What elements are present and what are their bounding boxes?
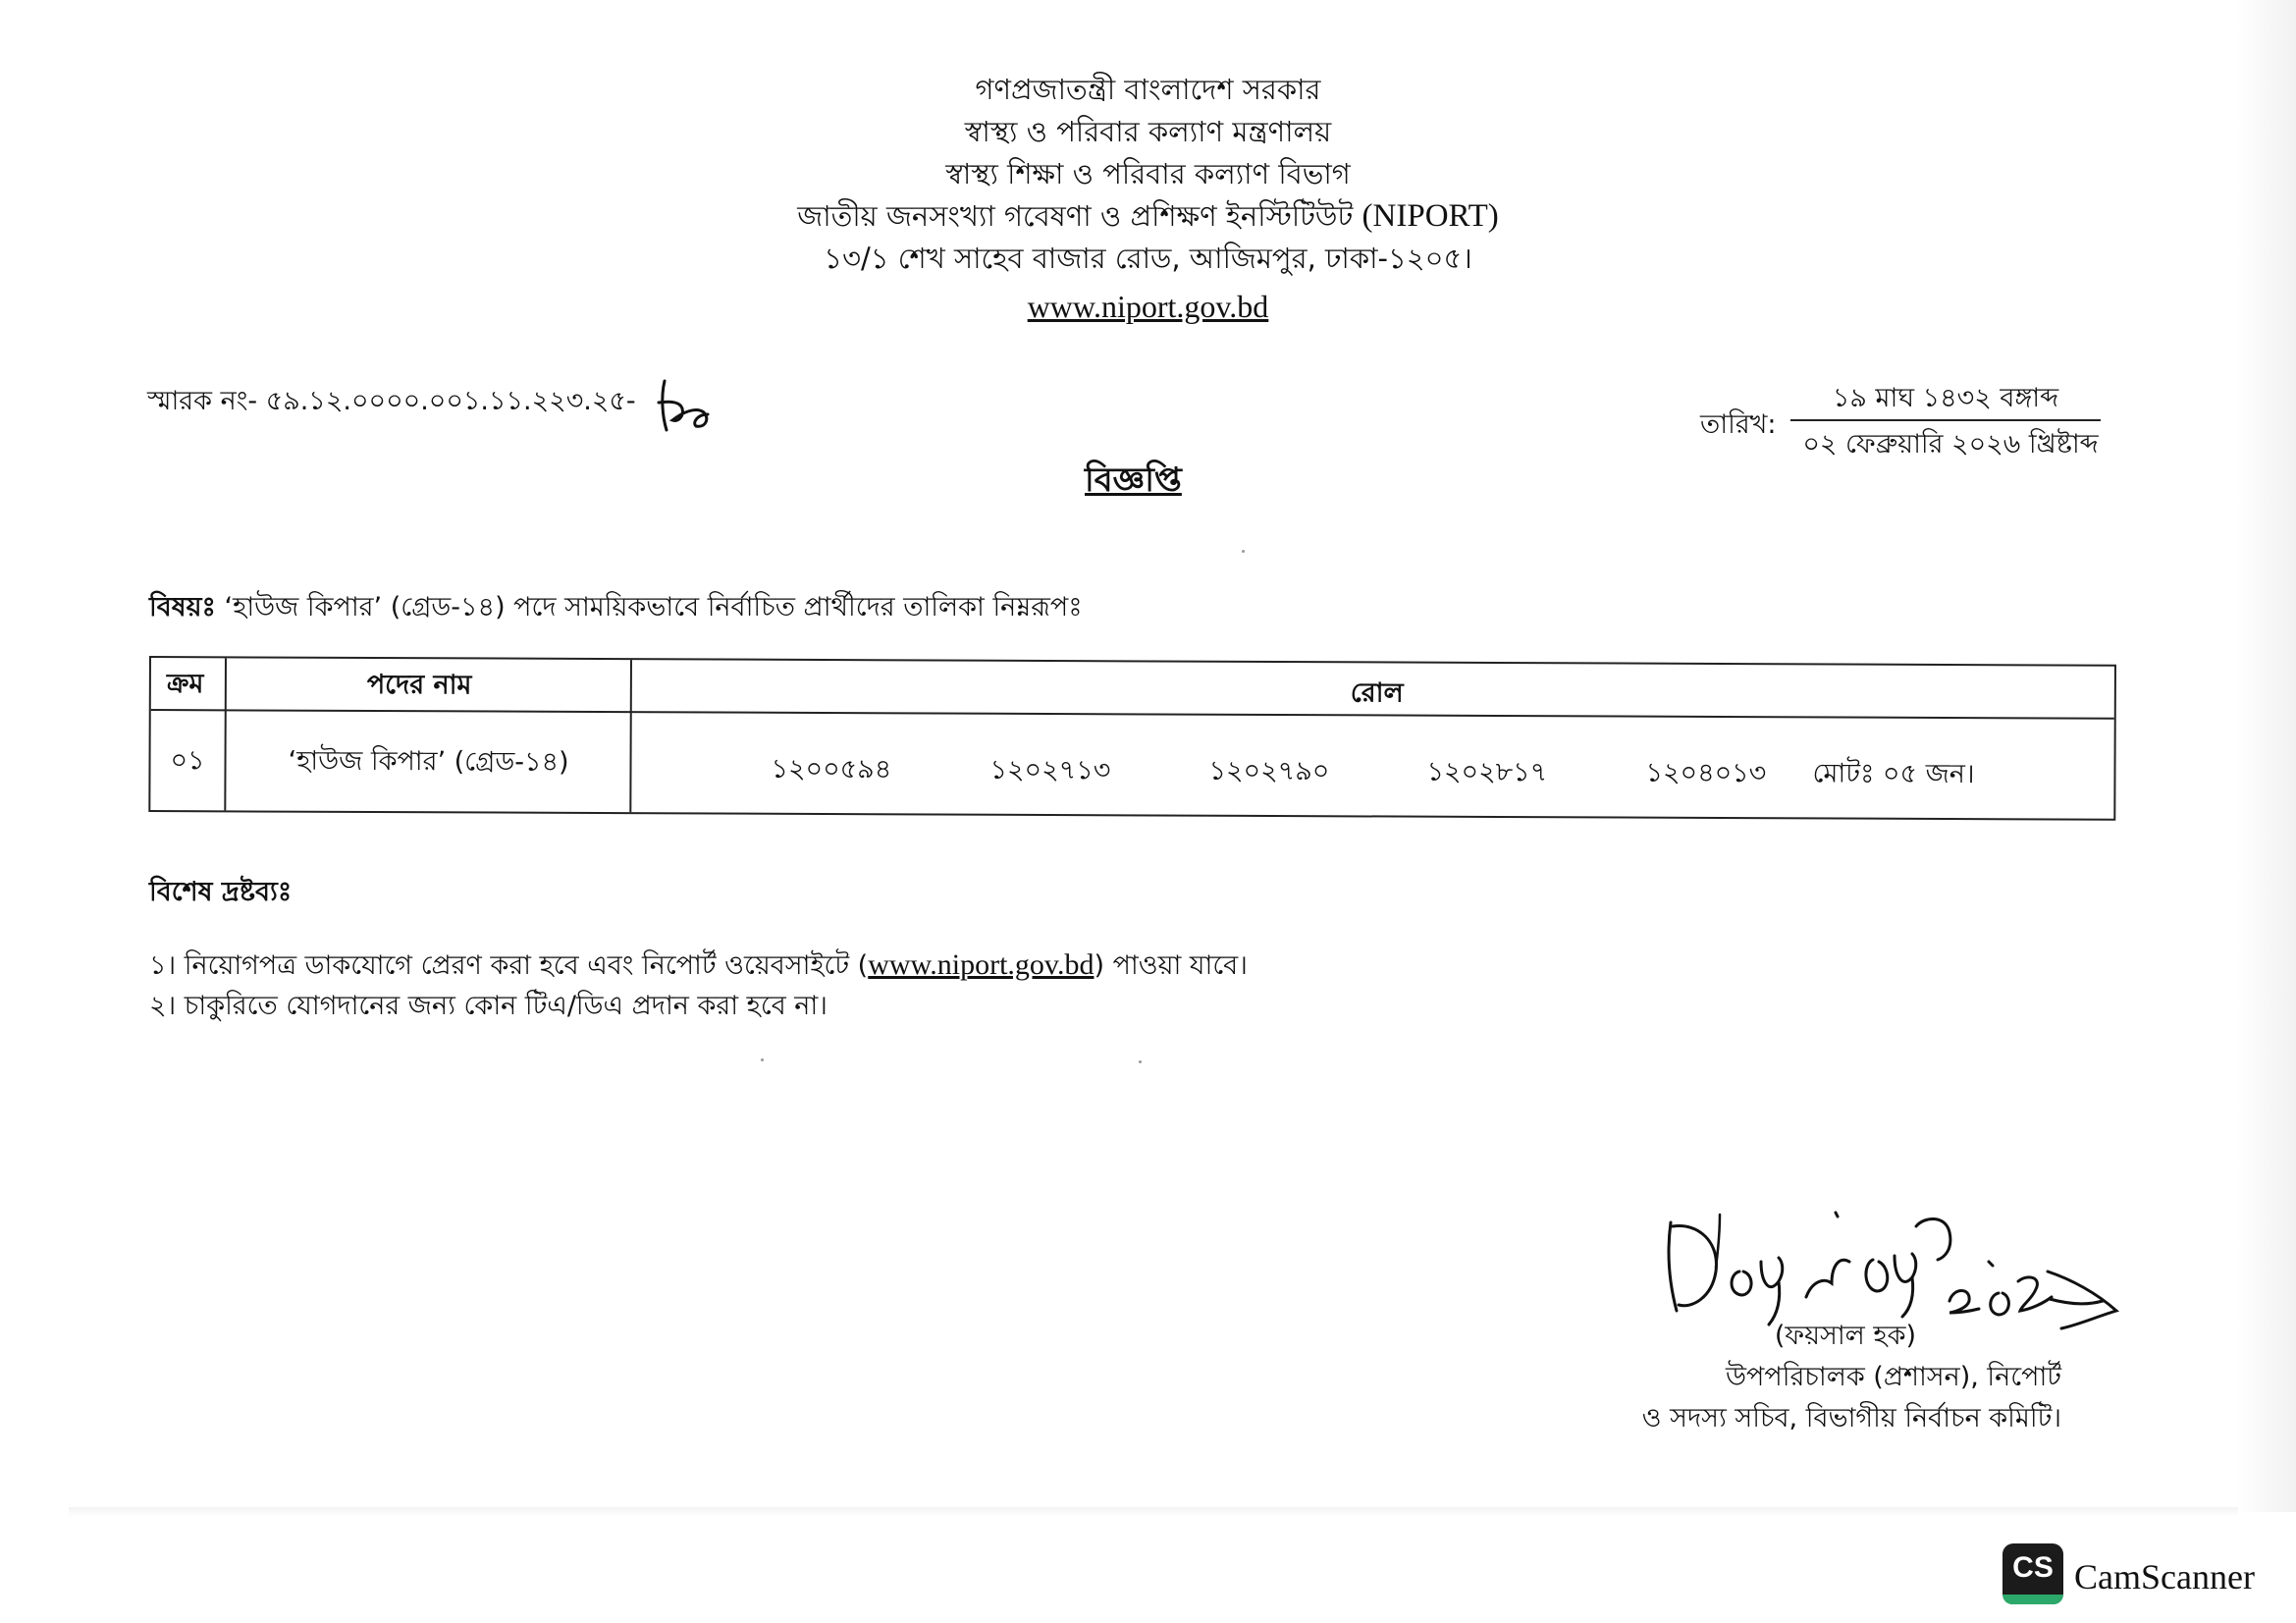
date-bangla: ১৯ মাঘ ১৪৩২ বঙ্গাব্দ xyxy=(1832,383,2059,413)
roll-number: ১২০০৫৯৪ xyxy=(771,753,892,785)
subject-label: বিষয়ঃ xyxy=(149,592,216,622)
scan-speck xyxy=(761,1058,764,1061)
header-roll: রোল xyxy=(1350,677,1404,709)
signer-designation: উপপরিচালক (প্রশাসন), নিপোর্ট xyxy=(1726,1362,2061,1392)
note-item xyxy=(149,945,1248,986)
table-row-divider xyxy=(151,709,2114,720)
subject-text: ‘হাউজ কিপার’ (গ্রেড-১৪) পদে সাময়িকভাবে নির্বাচিত প্রার্থীদের তালিকা নিম্নরূপঃ xyxy=(224,592,1083,622)
date-label: তারিখ: xyxy=(1700,409,1777,440)
roll-number: ১২০২৭৯০ xyxy=(1208,755,1330,787)
note-item-text: ) পাওয়া যাবে। xyxy=(1094,950,1248,981)
letterhead xyxy=(0,69,2296,331)
header-post-name: পদের নাম xyxy=(366,669,472,701)
row-serial: ০১ xyxy=(170,745,205,777)
note-website-link[interactable]: www.niport.gov.bd xyxy=(868,948,1095,981)
memo-initial-mark xyxy=(653,373,726,442)
division-name: স্বাস্থ্য শিক্ষা ও পরিবার কল্যাণ বিভাগ xyxy=(945,157,1351,190)
note-item-text: ১। নিয়োগপত্র ডাকযোগে প্রেরণ করা হবে এবং নিপোর্ট ওয়েবসাইটে ( xyxy=(149,950,869,981)
scan-bottom-shadow xyxy=(69,1507,2238,1517)
date-english: ০২ ফেব্রুয়ারি ২০২৬ খ্রিষ্টাব্দ xyxy=(1802,429,2099,460)
institute-name-bn: জাতীয় জনসংখ্যা গবেষণা ও প্রশিক্ষণ ইনস্টিটিউট xyxy=(797,199,1354,233)
institute-address: ১৩/১ শেখ সাহেব বাজার রোড, আজিমপুর, ঢাকা-১২০৫। xyxy=(824,242,1472,275)
notice-title: বিজ্ঞপ্তি xyxy=(1085,460,1182,500)
signer-name: (ফয়সাল হক) xyxy=(1774,1321,1916,1351)
signer-committee-role: ও সদস্য সচিব, বিভাগীয় নির্বাচন কমিটি। xyxy=(1641,1403,2061,1434)
roll-number: ১২০২৭১৩ xyxy=(989,754,1111,786)
signer-block xyxy=(1610,1316,2061,1439)
memo-number: স্মারক নং- ৫৯.১২.০০০০.০০১.১১.২২৩.২৫- xyxy=(147,386,636,416)
total-count: মোটঃ ০৫ জন। xyxy=(1812,758,1975,790)
table-column-divider xyxy=(224,658,227,810)
date-divider xyxy=(1790,419,2101,421)
camscanner-logo xyxy=(2002,1543,2063,1604)
camscanner-brand: CamScanner xyxy=(2074,1557,2255,1596)
scan-speck xyxy=(1139,1060,1142,1063)
roll-number: ১২০৪০১৩ xyxy=(1645,757,1767,789)
camscanner-logo-letters: CS xyxy=(2012,1551,2054,1584)
roll-number: ১২০২৮১৭ xyxy=(1426,756,1548,788)
note-item: ২। চাকুরিতে যোগদানের জন্য কোন টিএ/ডিএ প্রদান করা হবে না। xyxy=(149,991,828,1021)
header-serial: ক্রম xyxy=(166,669,204,700)
camscanner-logo-accent xyxy=(2002,1595,2063,1604)
table-column-divider xyxy=(629,660,632,812)
govt-name: গণপ্রজাতন্ত্রী বাংলাদেশ সরকার xyxy=(975,73,1321,106)
special-note-title: বিশেষ দ্রষ্টব্যঃ xyxy=(149,877,293,907)
institute-acronym: (NIPORT) xyxy=(1362,198,1499,234)
header-website-link[interactable]: www.niport.gov.bd xyxy=(1027,289,1269,324)
special-note-list xyxy=(149,945,1248,1026)
date-block xyxy=(1700,378,2112,466)
scan-speck xyxy=(1242,550,1245,553)
ministry-name: স্বাস্থ্য ও পরিবার কল্যাণ মন্ত্রণালয় xyxy=(964,115,1332,148)
selected-candidates-table xyxy=(148,656,2116,821)
subject-line xyxy=(149,587,1083,631)
institute-name xyxy=(0,195,2296,238)
row-post-name: ‘হাউজ কিপার’ (গ্রেড-১৪) xyxy=(288,745,569,778)
